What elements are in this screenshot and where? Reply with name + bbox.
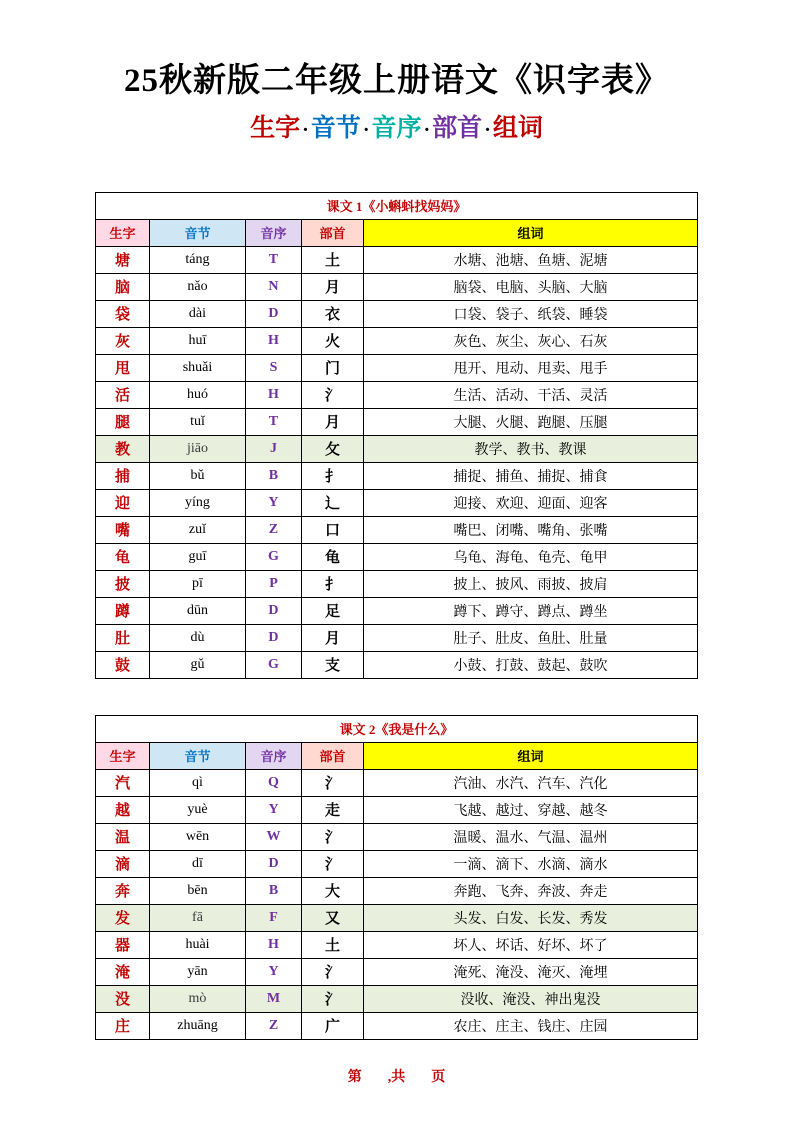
cell-yinjie: dù	[149, 624, 245, 651]
lesson-table-2-body	[96, 715, 698, 1039]
cell-yinxu: H	[245, 327, 301, 354]
cell-yinxu: T	[245, 246, 301, 273]
cell-bushou: 广	[302, 1012, 364, 1039]
cell-shengzi: 嘴	[95, 516, 149, 543]
cell-yinjie: zhuāng	[150, 1012, 246, 1039]
cell-shengzi: 龟	[95, 543, 149, 570]
cell-zuci: 头发、白发、长发、秀发	[364, 904, 698, 931]
cell-shengzi: 脑	[95, 273, 149, 300]
cell-shengzi: 没	[96, 985, 150, 1012]
cell-zuci: 口袋、袋子、纸袋、睡袋	[363, 300, 697, 327]
cell-yinjie: yuè	[150, 796, 246, 823]
table-row	[95, 624, 697, 651]
column-header-bushou: 部首	[301, 219, 363, 246]
lesson-title: 课文 1《小蝌蚪找妈妈》	[95, 192, 697, 219]
cell-yinjie: qì	[150, 769, 246, 796]
cell-zuci: 汽油、水汽、汽车、汽化	[364, 769, 698, 796]
cell-bushou: 门	[301, 354, 363, 381]
cell-yinjie: mò	[150, 985, 246, 1012]
column-header-yinjie: 音节	[150, 742, 246, 769]
table-row	[95, 246, 697, 273]
table-row	[96, 877, 698, 904]
subtitle-sep-4: ·	[484, 118, 491, 141]
cell-shengzi: 温	[96, 823, 150, 850]
column-header-bushou: 部首	[302, 742, 364, 769]
spacer-between-tables	[0, 679, 793, 715]
cell-shengzi: 器	[96, 931, 150, 958]
column-header-shengzi: 生字	[96, 742, 150, 769]
cell-shengzi: 袋	[95, 300, 149, 327]
lesson-table-1-body	[95, 192, 697, 678]
cell-shengzi: 教	[95, 435, 149, 462]
cell-bushou: 支	[301, 651, 363, 678]
lesson-table-1	[95, 192, 698, 679]
cell-zuci: 捕捉、捕鱼、捕捉、捕食	[363, 462, 697, 489]
cell-shengzi: 活	[95, 381, 149, 408]
cell-zuci: 坏人、坏话、好坏、坏了	[364, 931, 698, 958]
table-row	[96, 796, 698, 823]
lesson-header-row	[96, 715, 698, 742]
cell-yinjie: jiāo	[149, 435, 245, 462]
cell-bushou: 火	[301, 327, 363, 354]
spacer-top	[0, 144, 793, 192]
cell-yinxu: Y	[246, 958, 302, 985]
cell-bushou: 扌	[301, 462, 363, 489]
cell-yinjie: gǔ	[149, 651, 245, 678]
table-row	[95, 543, 697, 570]
subtitle-sep-1: ·	[302, 118, 309, 141]
column-header-yinxu: 音序	[245, 219, 301, 246]
cell-yinjie: yíng	[149, 489, 245, 516]
cell-bushou: 土	[301, 246, 363, 273]
cell-shengzi: 灰	[95, 327, 149, 354]
cell-shengzi: 淹	[96, 958, 150, 985]
cell-shengzi: 奔	[96, 877, 150, 904]
table-row	[96, 769, 698, 796]
table-row	[95, 327, 697, 354]
cell-yinxu: D	[245, 300, 301, 327]
cell-shengzi: 汽	[96, 769, 150, 796]
footer-middle: ,共	[387, 1070, 406, 1085]
cell-shengzi: 塘	[95, 246, 149, 273]
cell-yinxu: D	[246, 850, 302, 877]
subtitle-part-5: 组词	[492, 114, 543, 142]
cell-bushou: 衣	[301, 300, 363, 327]
column-header-zuci: 组词	[363, 219, 697, 246]
cell-yinxu: B	[245, 462, 301, 489]
cell-zuci: 嘴巴、闭嘴、嘴角、张嘴	[363, 516, 697, 543]
cell-zuci: 肚子、肚皮、鱼肚、肚量	[363, 624, 697, 651]
cell-yinxu: D	[245, 624, 301, 651]
cell-yinxu: J	[245, 435, 301, 462]
cell-yinjie: dī	[150, 850, 246, 877]
cell-zuci: 飞越、越过、穿越、越冬	[364, 796, 698, 823]
cell-bushou: 月	[301, 273, 363, 300]
cell-yinxu: H	[246, 931, 302, 958]
table-row	[96, 850, 698, 877]
page-title: 25秋新版二年级上册语文《识字表》	[124, 63, 669, 99]
cell-yinjie: huài	[150, 931, 246, 958]
subtitle-sep-2: ·	[362, 118, 370, 141]
cell-shengzi: 庄	[96, 1012, 150, 1039]
cell-shengzi: 迎	[95, 489, 149, 516]
cell-bushou: 氵	[301, 381, 363, 408]
cell-yinjie: pī	[149, 570, 245, 597]
column-header-yinjie: 音节	[149, 219, 245, 246]
cell-yinxu: Y	[245, 489, 301, 516]
cell-yinjie: táng	[149, 246, 245, 273]
cell-zuci: 脑袋、电脑、头脑、大脑	[363, 273, 697, 300]
page-subtitle	[0, 114, 793, 144]
cell-yinjie: shuǎi	[149, 354, 245, 381]
cell-yinjie: fā	[150, 904, 246, 931]
cell-shengzi: 越	[96, 796, 150, 823]
cell-shengzi: 肚	[95, 624, 149, 651]
cell-zuci: 教学、教书、教课	[363, 435, 697, 462]
cell-zuci: 生活、活动、干活、灵活	[363, 381, 697, 408]
footer-prefix: 第	[347, 1070, 362, 1085]
column-header-shengzi: 生字	[95, 219, 149, 246]
cell-zuci: 灰色、灰尘、灰心、石灰	[363, 327, 697, 354]
subtitle-part-1: 生字	[250, 114, 301, 142]
cell-zuci: 农庄、庄主、钱庄、庄园	[364, 1012, 698, 1039]
cell-bushou: 土	[302, 931, 364, 958]
table-row	[95, 408, 697, 435]
cell-yinjie: dài	[149, 300, 245, 327]
footer-suffix: 页	[431, 1070, 446, 1085]
table-row	[95, 597, 697, 624]
cell-bushou: 攵	[301, 435, 363, 462]
cell-yinxu: G	[245, 543, 301, 570]
subtitle-sep-3: ·	[423, 118, 431, 141]
cell-yinxu: G	[245, 651, 301, 678]
cell-shengzi: 发	[96, 904, 150, 931]
cell-yinxu: N	[245, 273, 301, 300]
column-header-row	[96, 742, 698, 769]
cell-yinxu: B	[246, 877, 302, 904]
subtitle-part-3: 音序	[371, 114, 422, 142]
table-row	[95, 651, 697, 678]
column-header-row	[95, 219, 697, 246]
cell-shengzi: 捕	[95, 462, 149, 489]
cell-yinxu: Z	[246, 1012, 302, 1039]
cell-bushou: 氵	[302, 958, 364, 985]
title-block	[0, 0, 793, 144]
cell-yinxu: T	[245, 408, 301, 435]
cell-yinxu: H	[245, 381, 301, 408]
cell-zuci: 淹死、淹没、淹灭、淹埋	[364, 958, 698, 985]
cell-yinjie: guī	[149, 543, 245, 570]
cell-bushou: 辶	[301, 489, 363, 516]
cell-yinxu: Z	[245, 516, 301, 543]
cell-zuci: 蹲下、蹲守、蹲点、蹲坐	[363, 597, 697, 624]
table-row	[95, 462, 697, 489]
cell-shengzi: 披	[95, 570, 149, 597]
cell-bushou: 氵	[302, 985, 364, 1012]
cell-yinjie: huī	[149, 327, 245, 354]
cell-yinxu: F	[246, 904, 302, 931]
cell-shengzi: 滴	[96, 850, 150, 877]
cell-zuci: 小鼓、打鼓、鼓起、鼓吹	[363, 651, 697, 678]
cell-yinjie: huó	[149, 381, 245, 408]
cell-yinxu: D	[245, 597, 301, 624]
table-row	[96, 985, 698, 1012]
cell-bushou: 氵	[302, 823, 364, 850]
cell-yinjie: yān	[150, 958, 246, 985]
table-row	[95, 300, 697, 327]
table-row	[96, 958, 698, 985]
column-header-zuci: 组词	[364, 742, 698, 769]
cell-bushou: 氵	[302, 850, 364, 877]
lesson-header-row	[95, 192, 697, 219]
table-row	[95, 570, 697, 597]
cell-bushou: 月	[301, 408, 363, 435]
cell-shengzi: 腿	[95, 408, 149, 435]
subtitle-part-4: 部首	[432, 114, 483, 142]
cell-bushou: 走	[302, 796, 364, 823]
subtitle-part-2: 音节	[310, 114, 361, 142]
table-row	[95, 273, 697, 300]
table-row	[96, 823, 698, 850]
cell-yinxu: Y	[246, 796, 302, 823]
table-row	[95, 435, 697, 462]
cell-yinjie: dūn	[149, 597, 245, 624]
cell-bushou: 氵	[302, 769, 364, 796]
cell-yinjie: wēn	[150, 823, 246, 850]
cell-zuci: 温暖、温水、气温、温州	[364, 823, 698, 850]
cell-bushou: 月	[301, 624, 363, 651]
lesson-table-2	[95, 715, 698, 1040]
cell-zuci: 披上、披风、雨披、披肩	[363, 570, 697, 597]
table-row	[95, 354, 697, 381]
cell-shengzi: 鼓	[95, 651, 149, 678]
cell-zuci: 奔跑、飞奔、奔波、奔走	[364, 877, 698, 904]
cell-bushou: 又	[302, 904, 364, 931]
cell-zuci: 大腿、火腿、跑腿、压腿	[363, 408, 697, 435]
cell-shengzi: 甩	[95, 354, 149, 381]
cell-zuci: 一滴、滴下、水滴、滴水	[364, 850, 698, 877]
cell-yinjie: bēn	[150, 877, 246, 904]
cell-yinjie: nǎo	[149, 273, 245, 300]
table-row	[95, 516, 697, 543]
cell-yinxu: P	[245, 570, 301, 597]
cell-shengzi: 蹲	[95, 597, 149, 624]
cell-yinjie: tuǐ	[149, 408, 245, 435]
cell-yinxu: S	[245, 354, 301, 381]
table-row	[96, 931, 698, 958]
cell-zuci: 迎接、欢迎、迎面、迎客	[363, 489, 697, 516]
page-footer	[0, 1066, 793, 1086]
cell-zuci: 水塘、池塘、鱼塘、泥塘	[363, 246, 697, 273]
cell-zuci: 没收、淹没、神出鬼没	[364, 985, 698, 1012]
cell-zuci: 乌龟、海龟、龟壳、龟甲	[363, 543, 697, 570]
table-row	[96, 904, 698, 931]
cell-yinxu: W	[246, 823, 302, 850]
column-header-yinxu: 音序	[246, 742, 302, 769]
cell-yinjie: zuǐ	[149, 516, 245, 543]
table-row	[96, 1012, 698, 1039]
cell-yinxu: Q	[246, 769, 302, 796]
lesson-title: 课文 2《我是什么》	[96, 715, 698, 742]
cell-yinxu: M	[246, 985, 302, 1012]
cell-bushou: 龟	[301, 543, 363, 570]
cell-bushou: 扌	[301, 570, 363, 597]
table-row	[95, 489, 697, 516]
table-row	[95, 381, 697, 408]
cell-bushou: 口	[301, 516, 363, 543]
cell-bushou: 足	[301, 597, 363, 624]
cell-yinjie: bǔ	[149, 462, 245, 489]
cell-zuci: 甩开、甩动、甩卖、甩手	[363, 354, 697, 381]
cell-bushou: 大	[302, 877, 364, 904]
